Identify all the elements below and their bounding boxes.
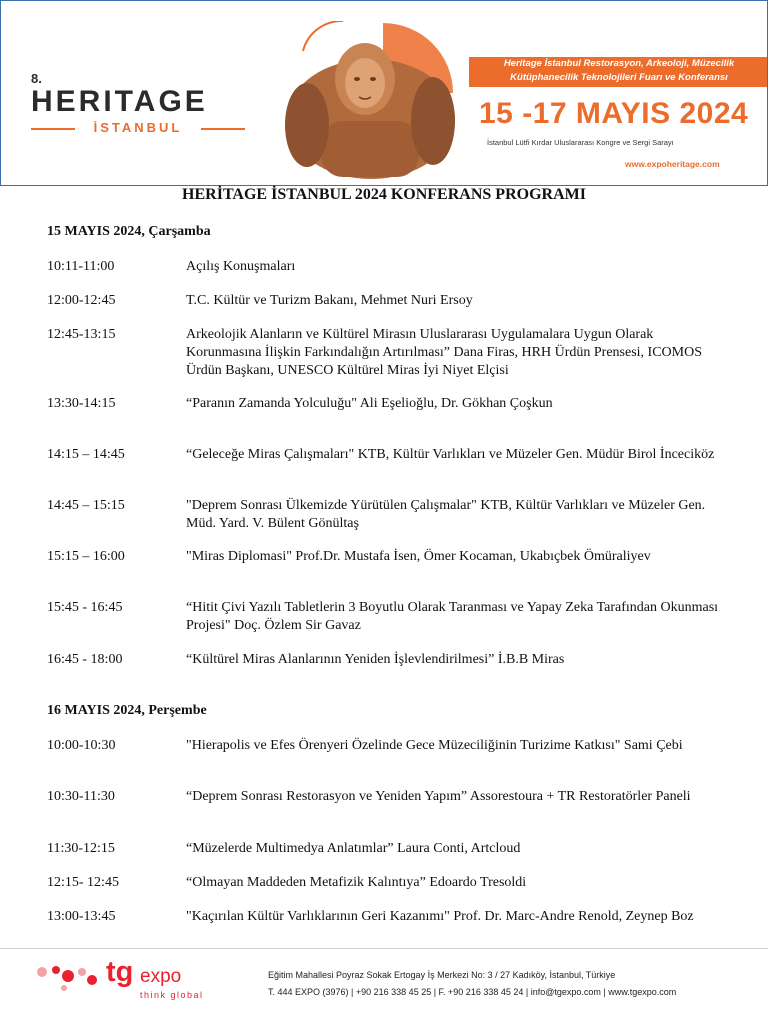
session-description: "Hierapolis ve Efes Örenyeri Özelinde Gece Müzeciliğinin Turizime Katkısı" Sami Çebi [186,738,683,753]
event-venue: İstanbul Lütfi Kırdar Uluslararası Kongre ve Sergi Sarayı [487,138,674,147]
day-heading: 15 MAYIS 2024, Çarşamba [47,224,211,239]
brand-subtitle-row [31,120,245,138]
heritage-logo [31,71,245,138]
event-url: www.expoheritage.com [625,159,720,169]
session-description: "Deprem Sonrası Ülkemizde Yürütülen Çalışmalar" KTB, Kültür Varlıkları ve Müzeler Gen. Müd. Yard. V. Bülent Gönültaş [186,498,706,531]
ribbon-line-1: Heritage İstanbul Restorasyon, Arkeoloji, Müzecilik [503,58,735,69]
session-time: 14:45 – 15:15 [47,498,125,513]
session-description: “Olmayan Maddeden Metafizik Kalıntıya” Edoardo Tresoldi [186,875,527,890]
tgexpo-logo [34,956,234,1006]
session-description: "Kaçırılan Kültür Varlıklarının Geri Kazanımı" Prof. Dr. Marc-Andre Renold, Zeynep Boz [186,909,694,924]
event-description-ribbon [469,57,768,87]
session-time: 14:15 – 14:45 [47,447,125,462]
session-time: 12:00-12:45 [47,293,116,308]
session-time: 16:45 - 18:00 [47,652,123,667]
divider [31,128,75,130]
session-description: “Geleceğe Miras Çalışmaları" KTB, Kültür Varlıkları ve Müzeler Gen. Müdür Birol İnceciköz [186,447,715,462]
session-time: 10:00-10:30 [47,738,116,753]
edition-number: 8. [31,71,42,86]
logo-tagline: think global [140,990,204,1000]
session-time: 13:00-13:45 [47,909,116,924]
logo-dots-icon [34,962,106,1006]
session-time: 15:15 – 16:00 [47,549,125,564]
footer-address: Eğitim Mahallesi Poyraz Sokak Ertogay İş Merkezi No: 3 / 27 Kadıköy, İstanbul, Türkiye [268,970,616,980]
session-description: “Paranın Zamanda Yolculuğu" Ali Eşelioğlu, Dr. Gökhan Çoşkun [186,396,553,411]
logo-tg: tg [106,956,134,988]
session-time: 12:45-13:15 [47,327,116,342]
sculpture-image [263,21,475,183]
footer-contact: T. 444 EXPO (3976) | +90 216 338 45 25 | F. +90 216 338 45 24 | info@tgexpo.com | www.tgexpo.com [268,987,677,997]
session-time: 10:30-11:30 [47,789,115,804]
session-description: T.C. Kültür ve Turizm Bakanı, Mehmet Nuri Ersoy [186,293,473,308]
session-description: “Hitit Çivi Yazılı Tabletlerin 3 Boyutlu Olarak Taranması ve Yapay Zeka Tarafından Okunması Projesi" Doç. Özlem Sir Gavaz [186,600,719,633]
session-description: “Kültürel Miras Alanlarının Yeniden İşlevlendirilmesi” İ.B.B Miras [186,652,565,667]
session-time: 15:45 - 16:45 [47,600,123,615]
divider [201,128,245,130]
session-description: Açılış Konuşmaları [186,259,296,274]
session-time: 10:11-11:00 [47,259,115,274]
footer-divider [0,948,768,949]
session-description: "Miras Diplomasi" Prof.Dr. Mustafa İsen, Ömer Kocaman, Ukabıçbek Ömüraliyev [186,549,651,564]
session-time: 12:15- 12:45 [47,875,119,890]
event-dates: 15 -17 MAYIS 2024 [479,97,749,130]
ribbon-line-2: Kütüphanecilik Teknolojileri Fuarı ve Konferansı [510,72,728,83]
logo-expo: expo [140,966,182,987]
document-title: HERİTAGE İSTANBUL 2024 KONFERANS PROGRAMI [182,186,586,203]
session-description: “Deprem Sonrası Restorasyon ve Yeniden Yapım” Assorestoura + TR Restoratörler Paneli [186,789,691,804]
session-time: 11:30-12:15 [47,841,115,856]
header-banner [0,0,768,186]
session-description: “Müzelerde Multimedya Anlatımlar” Laura Conti, Artcloud [186,841,521,856]
day-heading: 16 MAYIS 2024, Perşembe [47,703,207,718]
session-time: 13:30-14:15 [47,396,116,411]
session-description: Arkeolojik Alanların ve Kültürel Mirasın Uluslararası Uygulamalara Uygun Olarak Korunmasına İlişkin Farkındalığın Artırılması” Dana Firas, HRH Ürdün Prensesi, ICOMOS Ürdün Başkanı, UNESCO Kültürel Miras İyi Niyet Elçisi [186,327,703,378]
brand-title: HERITAGE [31,85,208,118]
brand-subtitle: İSTANBUL [93,120,183,135]
